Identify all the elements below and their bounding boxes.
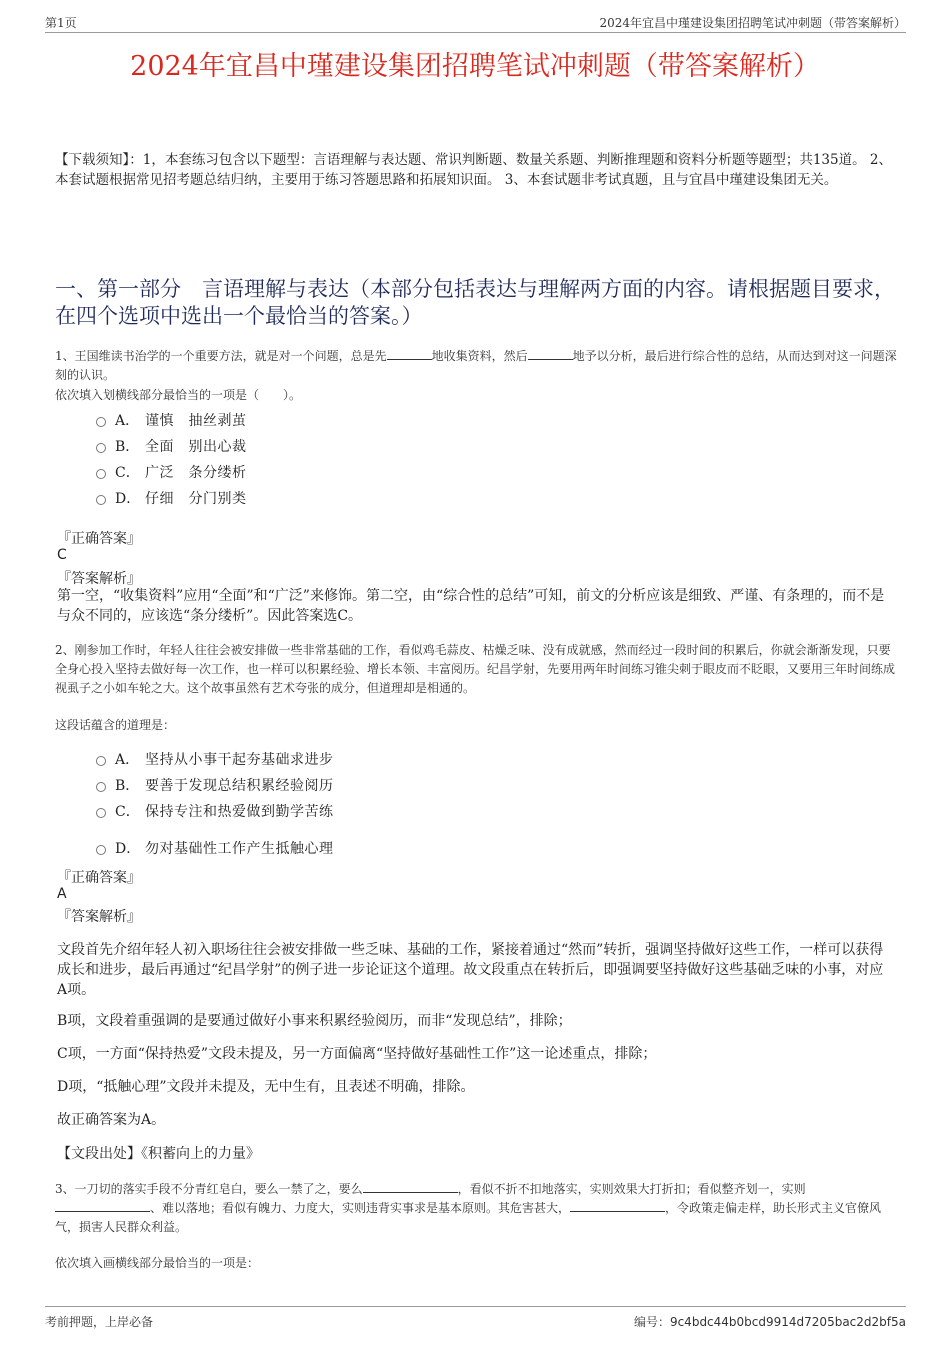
page-number: 第1页	[45, 16, 77, 30]
q1-option-d[interactable]	[96, 488, 247, 508]
q1-analysis: 第一空，“收集资料”应用“全面”和“广泛”来修饰。第二空，由“综合性的总结”可知，前文的分析应该是细致、严谨、有条理的，而不是与众不同的，应该选“条分缕析”。因此答案选C。	[57, 588, 885, 624]
question-2-prompt: 这段话蕴含的道理是：	[55, 718, 176, 732]
question-1-prompt: 依次填入划横线部分最恰当的一项是（ ）。	[55, 388, 302, 402]
q1-option-c[interactable]	[96, 462, 247, 482]
option-letter: A．	[115, 413, 140, 429]
radio-icon[interactable]	[96, 443, 106, 453]
q1-option-a[interactable]	[96, 410, 247, 430]
q2-analysis-option-c: C项，一方面“保持热爱”文段未提及，另一方面偏离“坚持做好基础性工作”这一论述重点，排除；	[57, 1046, 657, 1062]
q1-answer-label: 『正确答案』	[57, 531, 141, 547]
question-1-stem	[55, 347, 897, 385]
q2-answer: A	[57, 886, 67, 902]
q2-option-a[interactable]	[96, 749, 334, 769]
radio-icon[interactable]	[96, 782, 106, 792]
option-letter: B．	[115, 778, 140, 794]
q3-stem-part-d: ，令政策走偏走样，助长形式主义官僚风气，损害人民群众利益。	[55, 1201, 882, 1234]
footer-code-value: 9c4bdc44b0bcd9914d7205bac2d2bf5a	[669, 1315, 906, 1329]
section-title: 一、第一部分 言语理解与表达（本部分包括表达与理解两方面的内容。请根据题目要求，在四个选项中选出一个最恰当的答案。）	[55, 277, 895, 328]
footer-slogan: 考前押题，上岸必备	[45, 1315, 154, 1329]
option-letter: B．	[115, 439, 140, 455]
radio-icon[interactable]	[96, 469, 106, 479]
q1-stem-part-b: 地收集资料，然后	[431, 349, 528, 363]
q2-analysis-option-b: B项，文段着重强调的是要通过做好小事来积累经验阅历，而非“发现总结”，排除；	[57, 1013, 572, 1029]
q2-option-d[interactable]	[96, 838, 334, 858]
q2-analysis-label: 『答案解析』	[57, 909, 141, 925]
q3-stem-part-c: 、难以落地；看似有魄力、力度大，实则违背实事求是基本原则。其危害甚大，	[150, 1201, 571, 1215]
q2-answer-label: 『正确答案』	[57, 870, 141, 886]
option-text: 勿对基础性工作产生抵触心理	[145, 841, 334, 857]
fill-blank	[528, 347, 573, 360]
footer-code	[634, 1313, 906, 1330]
radio-icon[interactable]	[96, 756, 106, 766]
option-letter: D．	[115, 491, 141, 507]
option-letter: C．	[115, 465, 140, 481]
option-letter: A．	[115, 752, 140, 768]
option-text: 要善于发现总结积累经验阅历	[145, 778, 334, 794]
q2-analysis-option-d: D项，“抵触心理”文段并未提及，无中生有，且表述不明确，排除。	[57, 1079, 475, 1095]
fill-blank	[363, 1180, 458, 1193]
fill-blank	[570, 1199, 665, 1212]
radio-icon[interactable]	[96, 808, 106, 818]
fill-blank	[55, 1199, 150, 1212]
radio-icon[interactable]	[96, 495, 106, 505]
option-letter: C．	[115, 804, 140, 820]
download-notice: 【下载须知】：1，本套练习包含以下题型：言语理解与表达题、常识判断题、数量关系题、判断推理题和资料分析题等题型；共135道。 2、本套试题根据常见招考题总结归纳，主要用于练习答题思路和拓展知识面。 3、本套试题非考试真题，且与宜昌中瑾建设集团无关。	[55, 152, 892, 188]
q2-option-b[interactable]	[96, 775, 334, 795]
q2-analysis-conclusion: 故正确答案为A。	[57, 1112, 166, 1128]
footer-code-label: 编号：	[633, 1315, 670, 1329]
option-text: 全面 别出心裁	[145, 439, 247, 455]
q2-option-c[interactable]	[96, 801, 334, 821]
header-divider	[45, 32, 906, 33]
radio-icon[interactable]	[96, 417, 106, 427]
option-text: 坚持从小事干起夯基础求进步	[145, 752, 334, 768]
option-text: 仔细 分门别类	[145, 491, 247, 507]
q2-analysis-paragraph: 文段首先介绍年轻人初入职场往往会被安排做一些乏味、基础的工作，紧接着通过“然而”转折，强调坚持做好这些工作，一样可以获得成长和进步，最后再通过“纪昌学射”的例子进一步论证这个道理。故文段重点在转折后，即强调要坚持做好这些基础乏味的小事，对应A项。	[57, 942, 884, 998]
q1-stem-part-c: 地予以分析，最后进行综合性的总结，从而达到对这一问题深刻的认识。	[55, 349, 897, 382]
option-text: 保持专注和热爱做到勤学苦练	[145, 804, 334, 820]
option-text: 广泛 条分缕析	[145, 465, 247, 481]
question-3-stem	[55, 1180, 897, 1237]
q1-analysis-label: 『答案解析』	[57, 571, 141, 587]
question-3-prompt: 依次填入画横线部分最恰当的一项是：	[55, 1256, 260, 1270]
q2-source: 【文段出处】《积蓄向上的力量》	[57, 1146, 260, 1162]
q3-stem-part-a: 3、一刀切的落实手段不分青红皂白，要么一禁了之，要么	[55, 1182, 363, 1196]
option-letter: D．	[115, 841, 141, 857]
question-2-stem: 2、刚参加工作时，年轻人往往会被安排做一些非常基础的工作，看似鸡毛蒜皮、枯燥乏味、没有成就感，然而经过一段时间的积累后，你就会渐渐发现，只要全身心投入坚持去做好每一次工作，也一样可以积累经验、增长本领、丰富阅历。纪昌学射，先要用两年时间练习锥尖刺于眼皮而不眨眼，又要用三年时间练成视虱子之小如车轮之大。这个故事虽然有艺术夸张的成分，但道理却是相通的。	[55, 643, 896, 695]
page-title: 2024年宜昌中瑾建设集团招聘笔试冲刺题（带答案解析）	[130, 51, 820, 82]
footer-divider	[45, 1306, 906, 1307]
radio-icon[interactable]	[96, 845, 106, 855]
q3-stem-part-b: ，看似不折不扣地落实，实则效果大打折扣；看似整齐划一，实则	[457, 1182, 806, 1196]
header-doc-title: 2024年宜昌中瑾建设集团招聘笔试冲刺题（带答案解析）	[599, 16, 906, 30]
q1-option-b[interactable]	[96, 436, 247, 456]
q1-stem-part-a: 1、王国维读书治学的一个重要方法，就是对一个问题，总是先	[55, 349, 387, 363]
option-text: 谨慎 抽丝剥茧	[145, 413, 247, 429]
q1-answer: C	[57, 547, 67, 563]
fill-blank	[387, 347, 432, 360]
